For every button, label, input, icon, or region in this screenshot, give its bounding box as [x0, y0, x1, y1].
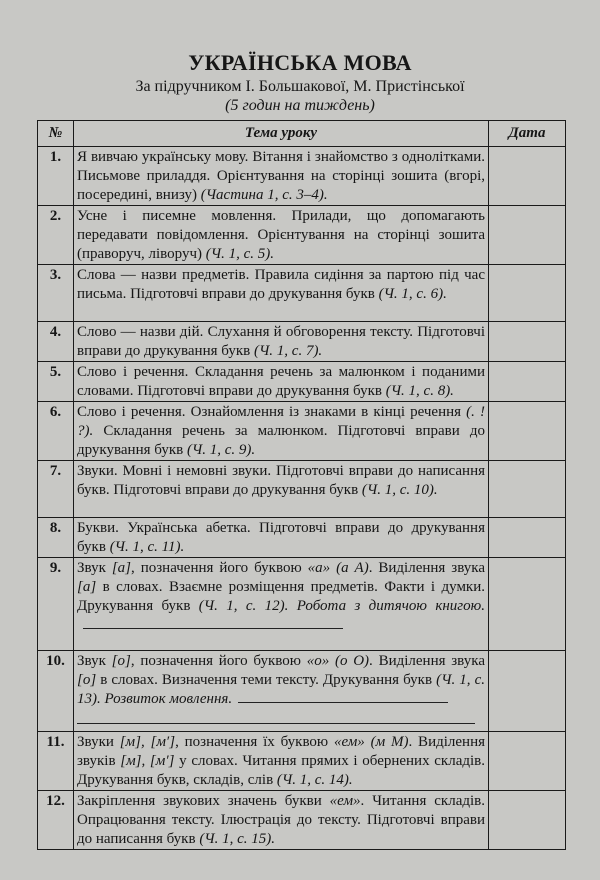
- topic-text: , позначення його буквою: [130, 653, 307, 669]
- topic-text: Я вивчаю українську мову. Вітання і знайомство з однолітками. Письмове приладдя. Орієнтування на сторінці зошита (вгорі, посередині, внизу): [77, 149, 485, 203]
- column-header-number: №: [38, 121, 74, 147]
- topic-text: «а» (а А): [307, 560, 369, 576]
- lesson-number: 3.: [38, 265, 74, 322]
- lesson-number: 10.: [38, 651, 74, 732]
- date-cell[interactable]: [489, 461, 566, 518]
- lesson-number: 12.: [38, 791, 74, 850]
- column-header-topic: Тема уроку: [74, 121, 489, 147]
- topic-text: Слово і речення. Ознайомлення із знаками в кінці речення: [77, 404, 467, 420]
- topic-text: [о]: [77, 672, 97, 688]
- topic-text: [о]: [111, 653, 131, 669]
- lesson-number: 1.: [38, 147, 74, 206]
- fill-in-line: [238, 690, 448, 703]
- table-row: [38, 322, 566, 362]
- lesson-topic: [74, 558, 489, 651]
- lesson-topic: [74, 147, 489, 206]
- topic-text: . Виділення звука: [368, 560, 485, 576]
- hours-per-week: (5 годин на тиждень): [225, 97, 375, 114]
- topic-text: «ем»: [329, 793, 361, 809]
- lesson-number: 11.: [38, 732, 74, 791]
- lesson-number: 7.: [38, 461, 74, 518]
- date-cell[interactable]: [489, 732, 566, 791]
- lesson-number: 9.: [38, 558, 74, 651]
- lesson-topic: [74, 265, 489, 322]
- table-row: [38, 147, 566, 206]
- topic-text: (. ! ?).: [77, 404, 485, 439]
- topic-text: Усне і писемне мовлення. Прилади, що допомагають передавати повідомлення. Орієнтування на сторінці зошита (праворуч, ліворуч): [77, 208, 485, 262]
- date-cell[interactable]: [489, 147, 566, 206]
- topic-text: у словах. Читання прямих і обернених складів. Друкування букв, складів, слів: [77, 753, 485, 788]
- table-row: [38, 362, 566, 402]
- lesson-topic: [74, 362, 489, 402]
- textbook-authors: За підручником І. Большакової, М. Пристінської: [135, 78, 465, 95]
- lesson-topic: [74, 322, 489, 362]
- table-row: [38, 265, 566, 322]
- topic-text: (Ч. 1, с. 6).: [378, 286, 447, 302]
- topic-text: , позначення їх буквою: [175, 734, 334, 750]
- table-header-row: [38, 121, 566, 147]
- topic-text: Слово — назви дій. Слухання й обговорення тексту. Підготовчі вправи до друкування букв: [77, 324, 485, 359]
- topic-text: . Читання складів. Опрацювання тексту. Ілюстрація до тексту. Підготовчі вправи до написання букв: [77, 793, 485, 847]
- lesson-topic: [74, 461, 489, 518]
- table-row: [38, 206, 566, 265]
- lesson-number: 2.: [38, 206, 74, 265]
- topic-text: Слова — назви предметів. Правила сидіння за партою під час письма. Підготовчі вправи до друкування букв: [77, 267, 485, 302]
- topic-text: [м], [м′]: [120, 753, 175, 769]
- topic-text: (Ч. 1, с. 14).: [276, 772, 353, 788]
- date-cell[interactable]: [489, 558, 566, 651]
- lesson-topic: [74, 732, 489, 791]
- fill-in-line: [83, 616, 343, 629]
- topic-text: Слово і речення. Складання речень за малюнком і поданими словами. Підготовчі вправи до друкування букв: [77, 364, 485, 399]
- topic-text: (Ч. 1, с. 12). Робота з дитячою книгою.: [198, 598, 485, 614]
- topic-text: [м], [м′]: [119, 734, 176, 750]
- topic-text: (Ч. 1, с. 10).: [361, 482, 438, 498]
- topic-text: в словах. Визначення теми тексту. Друкування букв: [96, 672, 437, 688]
- table-row: [38, 651, 566, 732]
- topic-text: «о» (о О): [306, 653, 370, 669]
- date-cell[interactable]: [489, 651, 566, 732]
- table-row: [38, 732, 566, 791]
- topic-text: . Виділення звука: [369, 653, 485, 669]
- topic-text: Звук: [77, 560, 112, 576]
- fill-in-line: [77, 635, 475, 649]
- column-header-date: Дата: [489, 121, 566, 147]
- topic-text: Звуки: [77, 734, 120, 750]
- date-cell[interactable]: [489, 362, 566, 402]
- topic-text: . Виділення звуків: [77, 734, 485, 769]
- topic-text: (Ч. 1, с. 8).: [385, 383, 454, 399]
- topic-text: (Частина 1, с. 3–4).: [200, 187, 328, 203]
- date-cell[interactable]: [489, 791, 566, 850]
- date-cell[interactable]: [489, 322, 566, 362]
- topic-text: [а]: [111, 560, 132, 576]
- table-row: [38, 518, 566, 558]
- topic-text: в словах. Взаємне розміщення предметів. Факти і думки. Друкування букв: [77, 579, 485, 614]
- topic-text: , позначення його буквою: [131, 560, 308, 576]
- document-title: УКРАЇНСЬКА МОВА: [188, 50, 412, 75]
- date-cell[interactable]: [489, 518, 566, 558]
- date-cell[interactable]: [489, 206, 566, 265]
- fill-in-line: [77, 709, 475, 724]
- topic-text: Звук: [77, 653, 112, 669]
- lesson-topic: [74, 518, 489, 558]
- table-row: [38, 791, 566, 850]
- topic-text: Звуки. Мовні і немовні звуки. Підготовчі вправи до написання букв. Підготовчі вправи до друкування букв: [77, 463, 485, 498]
- table-row: [38, 461, 566, 518]
- topic-text: (Ч. 1, с. 13). Розвиток мовлення.: [77, 672, 485, 707]
- lesson-number: 8.: [38, 518, 74, 558]
- table-row: [38, 558, 566, 651]
- topic-text: (Ч. 1, с. 15).: [199, 831, 276, 847]
- lesson-number: 6.: [38, 402, 74, 461]
- lesson-plan-table: [37, 120, 566, 850]
- date-cell[interactable]: [489, 402, 566, 461]
- lesson-topic: [74, 206, 489, 265]
- date-cell[interactable]: [489, 265, 566, 322]
- topic-text: (Ч. 1, с. 11).: [109, 539, 185, 555]
- topic-text: Складання речень за малюнком. Підготовчі вправи до друкування букв: [77, 423, 485, 458]
- topic-text: (Ч. 1, с. 9).: [186, 442, 256, 458]
- topic-text: [а]: [77, 579, 97, 595]
- topic-text: Букви. Українська абетка. Підготовчі вправи до друкування букв: [77, 520, 485, 555]
- lesson-number: 5.: [38, 362, 74, 402]
- topic-text: (Ч. 1, с. 5).: [205, 246, 274, 262]
- topic-text: «ем» (м М): [333, 734, 409, 750]
- lesson-topic: [74, 791, 489, 850]
- lesson-topic: [74, 651, 489, 732]
- table-row: [38, 402, 566, 461]
- lesson-number: 4.: [38, 322, 74, 362]
- topic-text: Закріплення звукових значень букви: [77, 793, 330, 809]
- topic-text: (Ч. 1, с. 7).: [253, 343, 323, 359]
- lesson-topic: [74, 402, 489, 461]
